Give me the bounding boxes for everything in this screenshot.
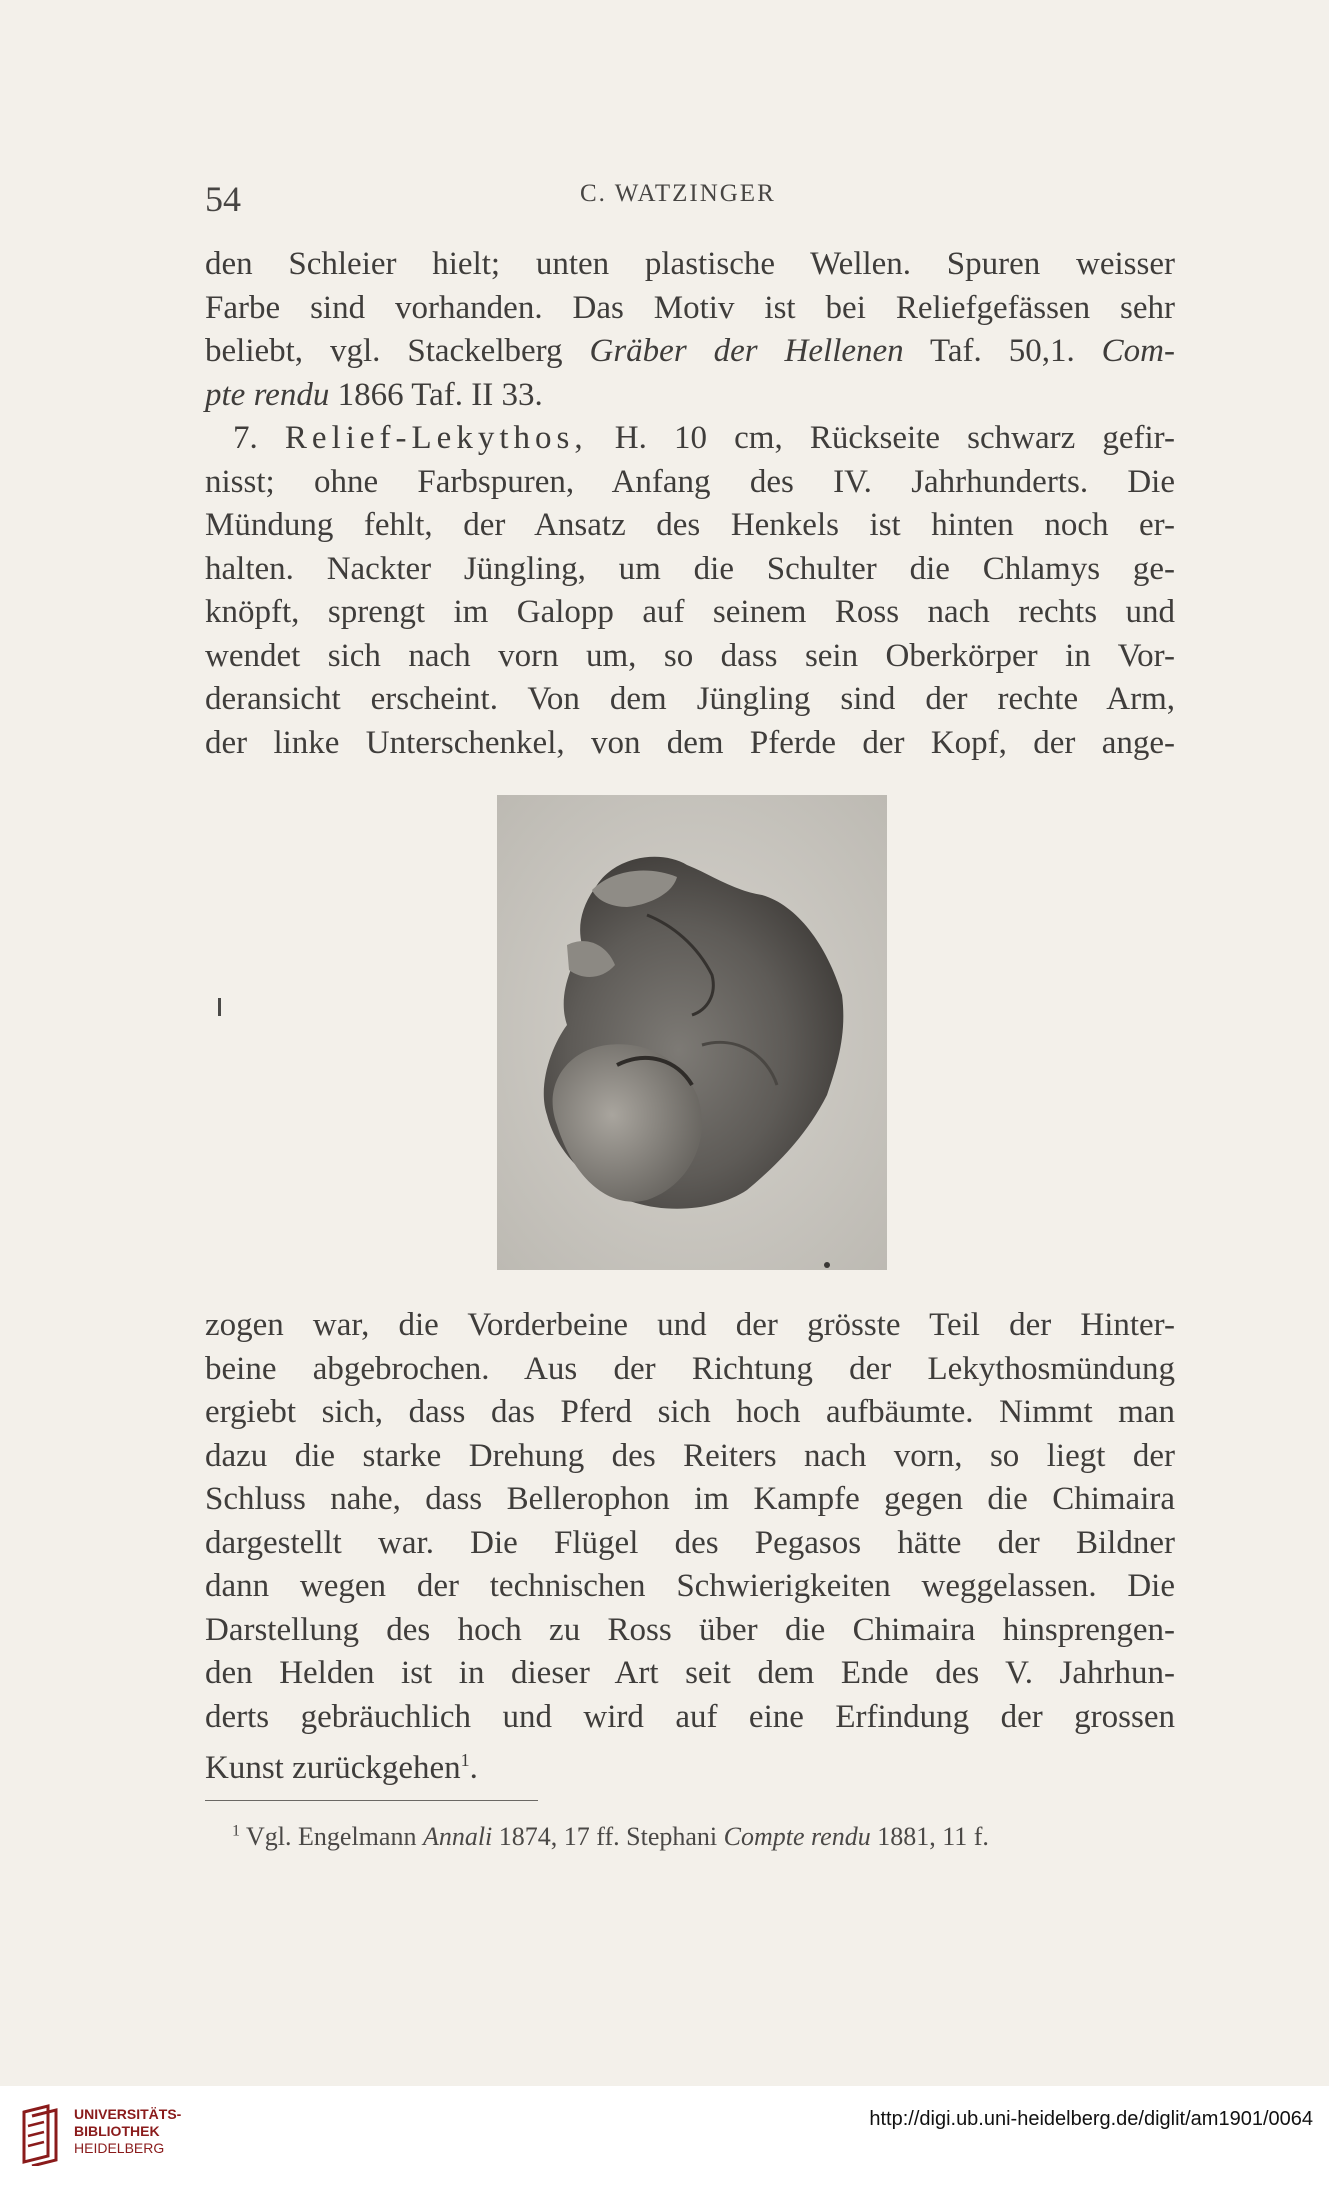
text-line: wendet sich nach vorn um, so dass sein Oberkörper in Vor- [205, 637, 1175, 674]
library-logo-icon [18, 2102, 64, 2166]
body-text-lower [205, 1304, 1175, 1786]
page-number: 54 [205, 179, 241, 219]
text-line: zogen war, die Vorderbeine und der grösste Teil der Hinter- [205, 1307, 1175, 1343]
permalink[interactable]: http://digi.ub.uni-heidelberg.de/diglit/am1901/0064 [869, 2108, 1313, 2130]
lekythos-fragment-photo [497, 795, 887, 1270]
running-title: C. WATZINGER [580, 180, 776, 207]
text-line: Farbe sind vorhanden. Das Motiv ist bei Reliefgefässen sehr [205, 289, 1175, 326]
relief-fragment-illustration [497, 795, 887, 1270]
footnote-divider [205, 1800, 538, 1801]
text-line: derts gebräuchlich und wird auf eine Erfindung der grossen [205, 1698, 1175, 1735]
library-footer [0, 2086, 1329, 2186]
text-line: halten. Nackter Jüngling, um die Schulter die Chlamys ge- [205, 550, 1175, 587]
journal-title: Com- [1101, 333, 1176, 369]
text-line: nisst; ohne Farbspuren, Anfang des IV. Jahrhunderts. Die [205, 463, 1175, 500]
margin-mark [218, 998, 221, 1016]
text-line: beliebt, vgl. Stackelberg Gräber der Hellenen Taf. 50,1. Com- [205, 333, 1176, 369]
text-line: dargestellt war. Die Flügel des Pegasos hätte der Bildner [205, 1524, 1175, 1561]
journal-title: Annali [422, 1822, 493, 1851]
body-text-upper [205, 243, 1175, 765]
footnote-mark: 1 [232, 1822, 240, 1840]
journal-title: Compte rendu [723, 1822, 871, 1851]
text-line: 7. Relief-Lekythos, H. 10 cm, Rückseite schwarz gefir- [233, 420, 1175, 456]
catalogue-entry-title: Relief-Lekythos, [284, 420, 588, 456]
text-line: Kunst zurückgehen$^1$. [205, 1750, 478, 1786]
text-line: den Helden ist in dieser Art seit dem Ende des V. Jahrhun- [205, 1655, 1175, 1691]
text-line: pte rendu 1866 Taf. II 33. [205, 376, 543, 413]
footnote: $^1$ Vgl. Engelmann Annali 1874, 17 ff. Stephani Compte rendu 1881, 11 f. [232, 1822, 989, 1851]
library-name: UNIVERSITÄTS- BIBLIOTHEK HEIDELBERG [74, 2106, 182, 2156]
text-line: der linke Unterschenkel, von dem Pferde der Kopf, der ange- [205, 724, 1175, 761]
text-line: beine abgebrochen. Aus der Richtung der Lekythosmündung [205, 1350, 1175, 1387]
footnote-reference: 1 [460, 1750, 470, 1770]
text-line: ergiebt sich, dass das Pferd sich hoch aufbäumte. Nimmt man [205, 1394, 1175, 1430]
text-line: knöpft, sprengt im Galopp auf seinem Ross nach rechts und [205, 594, 1175, 630]
text-line: dazu die starke Drehung des Reiters nach vorn, so liegt der [205, 1437, 1175, 1474]
book-title: Gräber der Hellenen [589, 333, 904, 369]
text-line: Mündung fehlt, der Ansatz des Henkels ist hinten noch er- [205, 507, 1175, 543]
text-line: Darstellung des hoch zu Ross über die Chimaira hinsprengen- [205, 1611, 1175, 1648]
text-line: deransicht erscheint. Von dem Jüngling sind der rechte Arm, [205, 681, 1175, 717]
text-line: dann wegen der technischen Schwierigkeiten weggelassen. Die [205, 1568, 1175, 1604]
text-line: den Schleier hielt; unten plastische Wellen. Spuren weisser [205, 246, 1175, 282]
text-line: Schluss nahe, dass Bellerophon im Kampfe gegen die Chimaira [205, 1481, 1175, 1517]
